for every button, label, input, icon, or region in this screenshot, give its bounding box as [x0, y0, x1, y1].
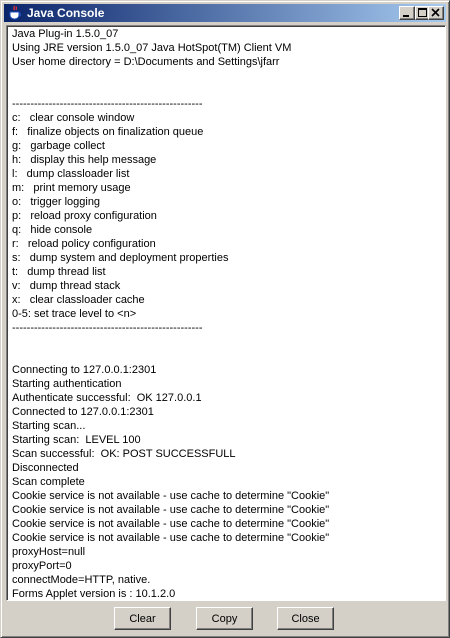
console-line: g: garbage collect: [12, 140, 105, 152]
console-line: proxyHost=null: [12, 546, 86, 558]
console-line: Disconnected: [12, 462, 79, 474]
window-title: Java Console: [27, 6, 105, 20]
console-line: l: dump classloader list: [12, 168, 130, 180]
console-line: Starting authentication: [12, 378, 122, 390]
console-text[interactable]: [12, 27, 443, 601]
console-line: Starting scan...: [12, 420, 86, 432]
console-line: Forms Applet version is : 10.1.2.0: [12, 588, 176, 600]
clear-button[interactable]: Clear: [114, 607, 171, 630]
console-line: proxyPort=0: [12, 560, 72, 572]
console-line: [12, 69, 443, 83]
console-line: Connected to 127.0.0.1:2301: [12, 406, 154, 418]
console-line: x: clear classloader cache: [12, 294, 145, 306]
console-line: q: hide console: [12, 224, 93, 236]
console-line: r: reload policy configuration: [12, 238, 156, 250]
minimize-button[interactable]: [399, 6, 415, 20]
title-bar[interactable]: [4, 4, 446, 22]
console-line: Scan successful: OK: POST SUCCESSFULL: [12, 448, 236, 460]
console-output-area[interactable]: [6, 25, 446, 601]
console-line: Starting scan: LEVEL 100: [12, 434, 141, 446]
console-line: h: display this help message: [12, 154, 157, 166]
console-line: ----------------------------------------------------: [12, 322, 203, 334]
close-button[interactable]: Close: [277, 607, 334, 630]
console-line: ----------------------------------------------------: [12, 98, 203, 110]
java-coffee-cup-icon[interactable]: [7, 5, 23, 21]
console-line: [12, 83, 443, 97]
console-line: Using JRE version 1.5.0_07 Java HotSpot(TM) Client VM: [12, 42, 292, 54]
console-line: Cookie service is not available - use cache to determine "Cookie": [12, 532, 330, 544]
minimize-icon: [400, 7, 414, 19]
console-line: Java Plug-in 1.5.0_07: [12, 28, 119, 40]
console-line: Cookie service is not available - use cache to determine "Cookie": [12, 504, 330, 516]
console-line: Cookie service is not available - use cache to determine "Cookie": [12, 518, 330, 530]
console-line: Connecting to 127.0.0.1:2301: [12, 364, 157, 376]
console-line: Authenticate successful: OK 127.0.0.1: [12, 392, 202, 404]
console-line: p: reload proxy configuration: [12, 210, 157, 222]
console-line: t: dump thread list: [12, 266, 106, 278]
console-line: User home directory = D:\Documents and Settings\jfarr: [12, 56, 280, 68]
console-line: [12, 335, 443, 349]
console-line: Scan complete: [12, 476, 85, 488]
console-line: connectMode=HTTP, native.: [12, 574, 151, 586]
close-icon: [429, 7, 443, 19]
console-line: v: dump thread stack: [12, 280, 121, 292]
close-window-button[interactable]: [428, 6, 444, 20]
console-line: Cookie service is not available - use cache to determine "Cookie": [12, 490, 330, 502]
console-line: o: trigger logging: [12, 196, 101, 208]
console-line: c: clear console window: [12, 112, 135, 124]
console-line: f: finalize objects on finalization queue: [12, 126, 204, 138]
console-line: s: dump system and deployment properties: [12, 252, 229, 264]
console-line: m: print memory usage: [12, 182, 131, 194]
copy-button[interactable]: Copy: [196, 607, 253, 630]
console-line: [12, 349, 443, 363]
console-line: 0-5: set trace level to <n>: [12, 308, 137, 320]
